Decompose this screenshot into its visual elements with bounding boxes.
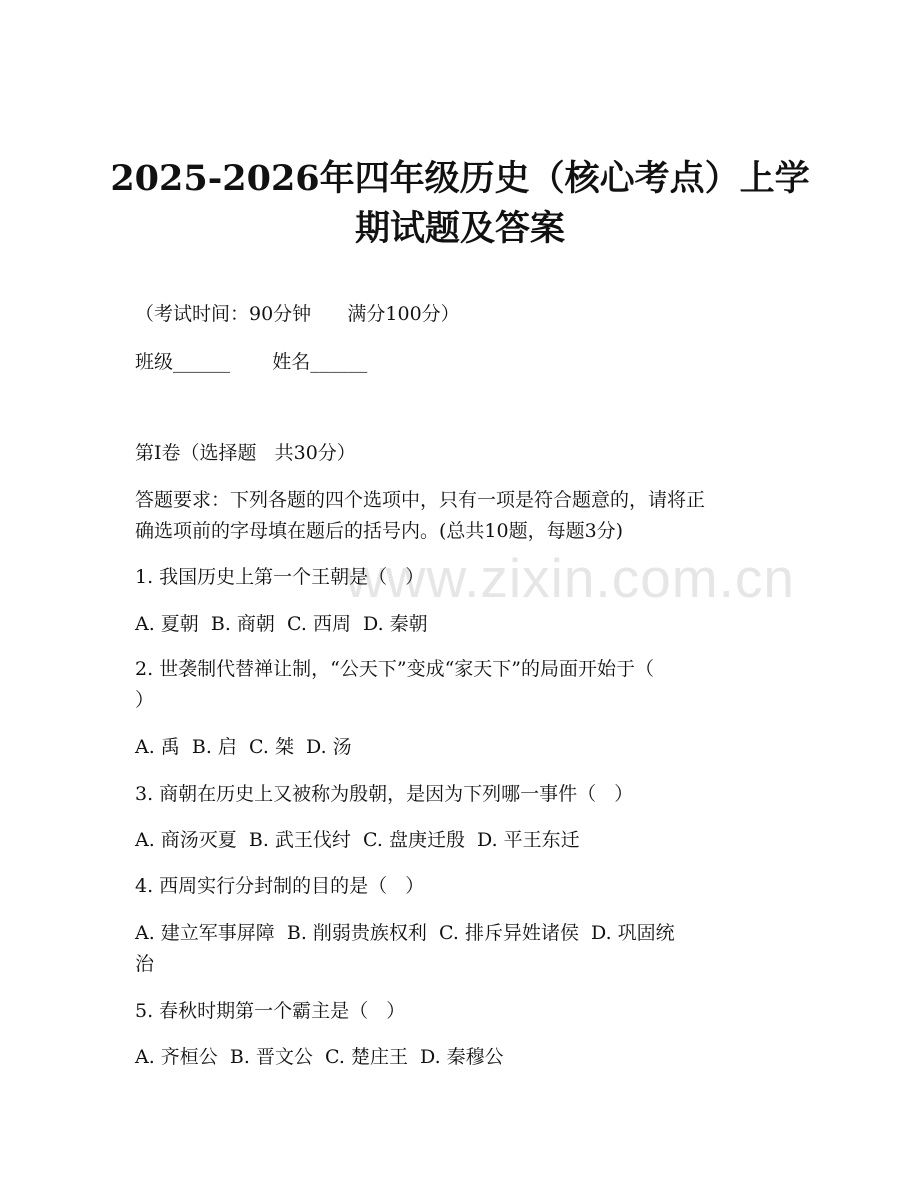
instructions-line-1: 答题要求：下列各题的四个选项中，只有一项是符合题意的，请将正	[135, 489, 706, 511]
question-2-stem-line-2: ）	[135, 689, 155, 711]
question-5-stem: 5. 春秋时期第一个霸主是（ ）	[135, 1000, 406, 1022]
class-name-line: 班级______ 姓名______	[135, 351, 368, 373]
instructions-line-2: 确选项前的字母填在题后的括号内。(总共10题，每题3分)	[135, 520, 624, 542]
question-3-stem: 3. 商朝在历史上又被称为殷朝，是因为下列哪一事件（ ）	[135, 783, 634, 805]
question-2-stem-line-1: 2. 世袭制代替禅让制，“公天下”变成“家天下”的局面开始于（	[135, 658, 655, 680]
question-3-options: A. 商汤灭夏 B. 武王伐纣 C. 盘庚迁殷 D. 平王东迁	[135, 829, 580, 851]
question-2-options: A. 禹 B. 启 C. 桀 D. 汤	[135, 736, 352, 758]
question-4-stem: 4. 西周实行分封制的目的是（ ）	[135, 875, 425, 897]
question-4-options-line-2: 治	[135, 953, 155, 975]
watermark: www.zixin.com.cn	[345, 547, 795, 609]
question-5-options: A. 齐桓公 B. 晋文公 C. 楚庄王 D. 秦穆公	[135, 1046, 504, 1068]
document-title-line-2: 期试题及答案	[354, 208, 565, 249]
section-heading: 第I卷（选择题 共30分）	[135, 442, 356, 464]
question-1-options: A. 夏朝 B. 商朝 C. 西周 D. 秦朝	[135, 613, 428, 635]
question-4-options-line-1: A. 建立军事屏障 B. 削弱贵族权利 C. 排斥异姓诸侯 D. 巩固统	[135, 922, 675, 944]
document-title-line-1: 2025-2026年四年级历史（核心考点）上学	[110, 158, 810, 199]
exam-info: （考试时间：90分钟 满分100分）	[135, 303, 460, 325]
question-1-stem: 1. 我国历史上第一个王朝是（ ）	[135, 566, 425, 588]
